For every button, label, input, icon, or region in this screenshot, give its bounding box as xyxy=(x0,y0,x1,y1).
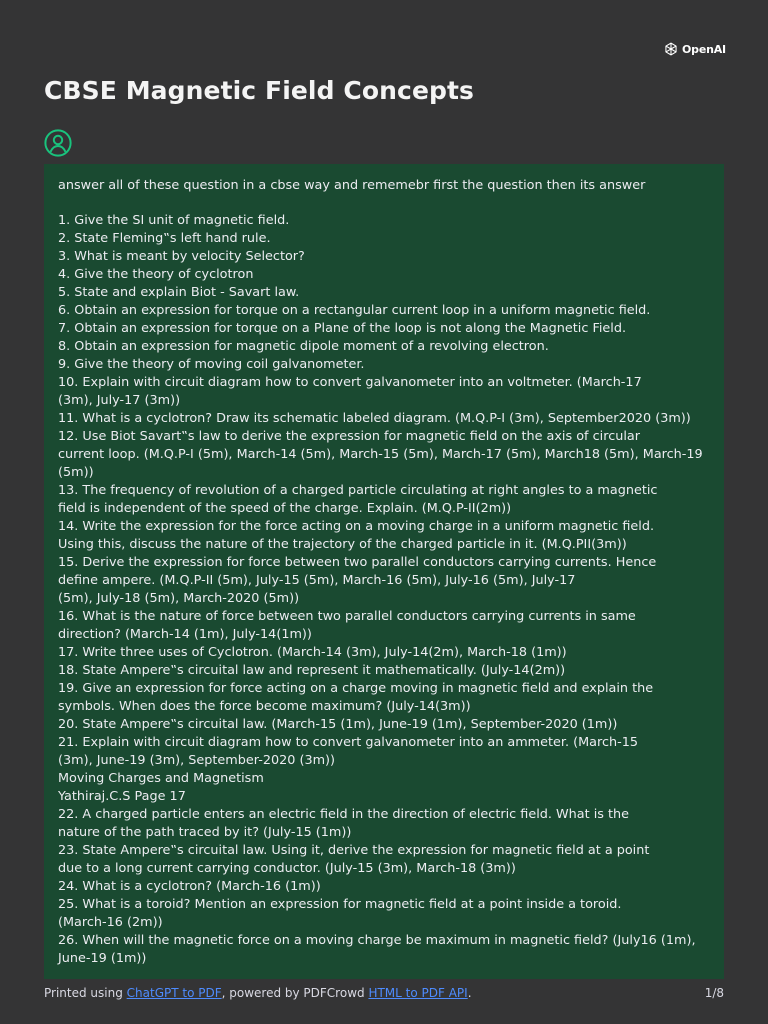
footer-middle: , powered by PDFCrowd xyxy=(221,986,369,1000)
question-line: (5m), July-18 (5m), March-2020 (5m)) xyxy=(58,591,300,606)
question-line: 2. State Fleming‟s left hand rule. xyxy=(58,231,271,246)
question-line: June-19 (1m)) xyxy=(58,951,147,966)
openai-brand xyxy=(663,41,726,57)
user-message xyxy=(44,164,724,979)
question-line: 21. Explain with circuit diagram how to convert galvanometer into an ammeter. (March-15 xyxy=(58,735,639,750)
message-prompt: answer all of these question in a cbse way and rememebr first the question then its answer xyxy=(58,178,646,193)
question-line: (March-16 (2m)) xyxy=(58,915,163,930)
user-avatar xyxy=(44,129,72,157)
question-line: 19. Give an expression for force acting on a charge moving in magnetic field and explain the xyxy=(58,681,654,696)
question-line: 22. A charged particle enters an electric field in the direction of electric field. What is the xyxy=(58,807,629,822)
question-line: 11. What is a cyclotron? Draw its schematic labeled diagram. (M.Q.P-I (3m), September2020 (3m)) xyxy=(58,411,691,426)
question-line: 25. What is a toroid? Mention an expression for magnetic field at a point inside a toroid. xyxy=(58,897,622,912)
question-line: 5. State and explain Biot - Savart law. xyxy=(58,285,300,300)
question-line: Yathiraj.C.S Page 17 xyxy=(58,789,186,804)
question-line: (5m)) xyxy=(58,465,94,480)
question-line: 24. What is a cyclotron? (March-16 (1m)) xyxy=(58,879,321,894)
question-line: 17. Write three uses of Cyclotron. (March-14 (3m), July-14(2m), March-18 (1m)) xyxy=(58,645,567,660)
user-avatar-icon xyxy=(44,129,72,157)
question-line: 9. Give the theory of moving coil galvanometer. xyxy=(58,357,365,372)
question-line: 18. State Ampere‟s circuital law and represent it mathematically. (July-14(2m)) xyxy=(58,663,566,678)
chatgpt-to-pdf-link[interactable]: ChatGPT to PDF xyxy=(126,986,222,1000)
brand-name: OpenAI xyxy=(682,42,726,56)
question-line: 13. The frequency of revolution of a charged particle circulating at right angles to a magnetic xyxy=(58,483,658,498)
question-line: Moving Charges and Magnetism xyxy=(58,771,264,786)
question-line: 14. Write the expression for the force acting on a moving charge in a uniform magnetic field. xyxy=(58,519,655,534)
question-line: 20. State Ampere‟s circuital law. (March-15 (1m), June-19 (1m), September-2020 (1m)) xyxy=(58,717,618,732)
question-line: symbols. When does the force become maximum? (July-14(3m)) xyxy=(58,699,471,714)
question-line: (3m), June-19 (3m), September-2020 (3m)) xyxy=(58,753,336,768)
question-line: due to a long current carrying conductor. (July-15 (3m), March-18 (3m)) xyxy=(58,861,516,876)
question-list xyxy=(58,212,710,968)
question-line: (3m), July-17 (3m)) xyxy=(58,393,181,408)
question-line: 1. Give the SI unit of magnetic field. xyxy=(58,213,290,228)
question-line: nature of the path traced by it? (July-15 (1m)) xyxy=(58,825,352,840)
question-line: define ampere. (M.Q.P-II (5m), July-15 (5m), March-16 (5m), July-16 (5m), July-17 xyxy=(58,573,576,588)
question-line: 23. State Ampere‟s circuital law. Using it, derive the expression for magnetic field at a point xyxy=(58,843,650,858)
question-line: current loop. (M.Q.P-I (5m), March-14 (5m), March-15 (5m), March-17 (5m), March18 (5m), March-19 xyxy=(58,447,703,462)
question-line: 4. Give the theory of cyclotron xyxy=(58,267,254,282)
question-line: 26. When will the magnetic force on a moving charge be maximum in magnetic field? (July16 (1m), xyxy=(58,933,696,948)
question-line: 8. Obtain an expression for magnetic dipole moment of a revolving electron. xyxy=(58,339,549,354)
question-line: 15. Derive the expression for force between two parallel conductors carrying currents. Hence xyxy=(58,555,657,570)
question-line: direction? (March-14 (1m), July-14(1m)) xyxy=(58,627,312,642)
question-line: 3. What is meant by velocity Selector? xyxy=(58,249,305,264)
question-line: Using this, discuss the nature of the trajectory of the charged particle in it. (M.Q.PII(3m)) xyxy=(58,537,627,552)
question-line: field is independent of the speed of the charge. Explain. (M.Q.P-II(2m)) xyxy=(58,501,512,516)
html-to-pdf-api-link[interactable]: HTML to PDF API xyxy=(368,986,468,1000)
question-line: 10. Explain with circuit diagram how to convert galvanometer into an voltmeter. (March-17 xyxy=(58,375,642,390)
question-line: 6. Obtain an expression for torque on a rectangular current loop in a uniform magnetic field. xyxy=(58,303,651,318)
page-title: CBSE Magnetic Field Concepts xyxy=(44,76,475,105)
page-number: 1/8 xyxy=(704,986,724,1000)
footer-credit xyxy=(44,986,472,1000)
footer-prefix: Printed using xyxy=(44,986,127,1000)
openai-logo-icon xyxy=(663,41,679,57)
question-line: 16. What is the nature of force between two parallel conductors carrying currents in same xyxy=(58,609,636,624)
question-line: 7. Obtain an expression for torque on a Plane of the loop is not along the Magnetic Field. xyxy=(58,321,627,336)
question-line: 12. Use Biot Savart‟s law to derive the expression for magnetic field on the axis of circular xyxy=(58,429,640,444)
footer-suffix: . xyxy=(467,986,472,1000)
